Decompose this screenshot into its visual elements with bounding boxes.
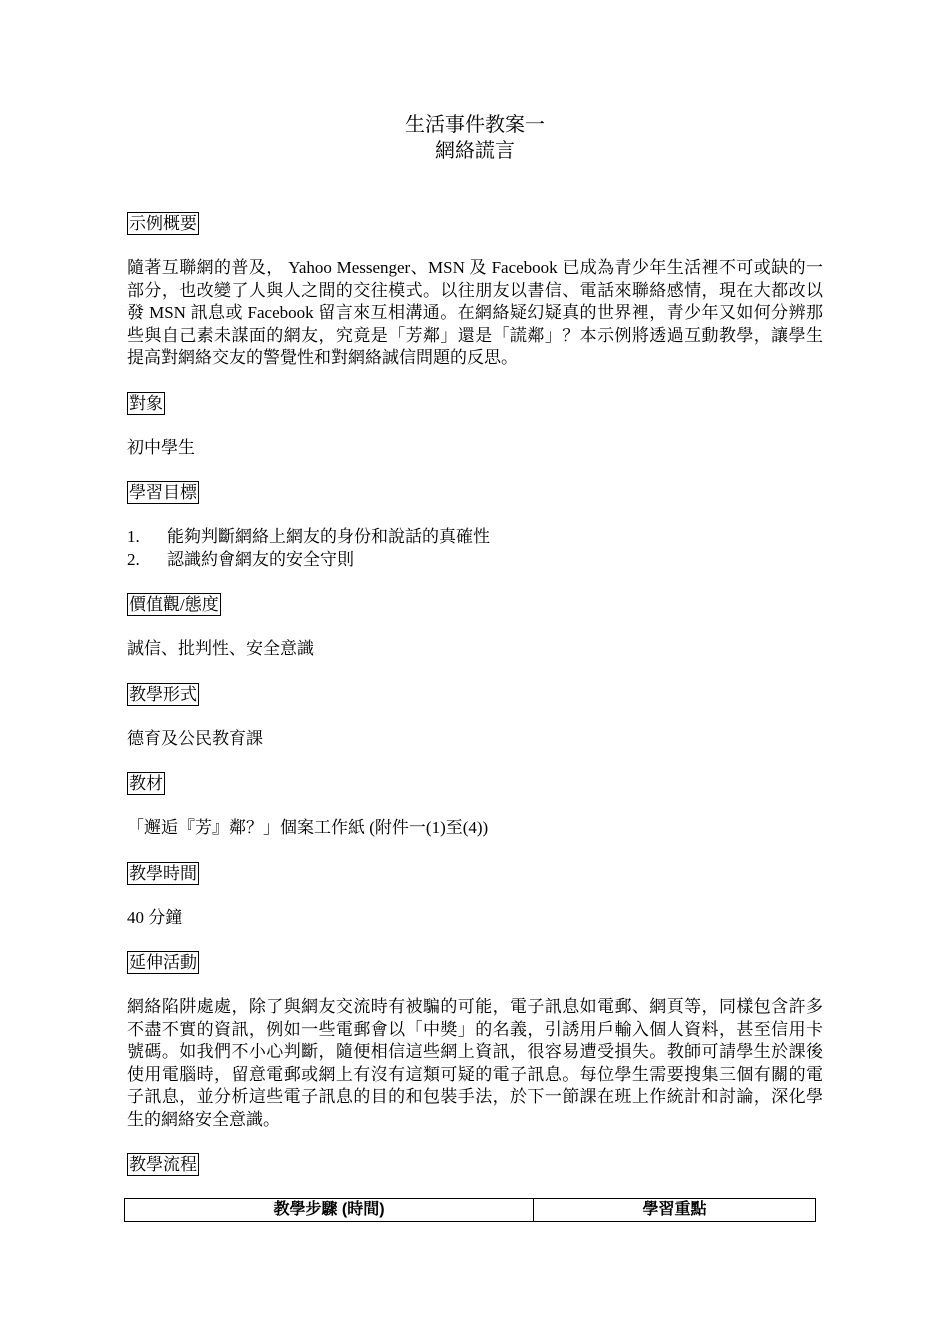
section-values-heading-wrap <box>127 593 823 616</box>
title-block <box>127 112 823 164</box>
section-heading-extension: 延伸活動 <box>129 953 197 972</box>
column-header-steps: 教學步驟 (時間) <box>125 1199 534 1222</box>
overview-text: 隨著互聯網的普及， Yahoo Messenger、MSN 及 Facebook 已成為青少年生活裡不可或缺的一部分，也改變了人與人之間的交往模式。以往朋友以書信、電話來聯絡感情，現在大都改以發 MSN 訊息或 Facebook 留言來互相溝通。在網絡疑幻疑真的世界裡，青少年又如何分辨那些與自己素未謀面的網友，究竟是「芳鄰」還是「謊鄰」？本示例將透過互動教學，讓學生提高對網絡交友的警覺性和對網絡誠信問題的反思。 <box>127 258 823 367</box>
section-heading-audience: 對象 <box>129 393 163 413</box>
document-subtitle: 網絡謊言 <box>435 140 515 162</box>
document-page <box>127 112 823 1222</box>
section-time-heading-wrap <box>127 862 823 885</box>
section-heading-overview: 示例概要 <box>129 214 197 233</box>
section-heading-time: 教學時間 <box>129 863 197 883</box>
column-header-focus: 學習重點 <box>534 1199 816 1222</box>
time-text: 40 分鐘 <box>127 907 183 927</box>
audience-text: 初中學生 <box>127 437 195 457</box>
section-heading-values: 價值觀/態度 <box>129 595 219 614</box>
section-heading-materials: 教材 <box>129 774 163 793</box>
section-heading-flow: 教學流程 <box>129 1155 197 1174</box>
table-header-row <box>125 1199 816 1222</box>
section-materials-heading-wrap <box>127 772 823 795</box>
section-audience-heading-wrap <box>127 392 823 415</box>
list-item-number: 1. <box>127 527 140 546</box>
list-item-number: 2. <box>127 549 140 569</box>
extension-text: 網絡陷阱處處，除了與網友交流時有被騙的可能，電子訊息如電郵、網頁等，同樣包含許多不盡不實的資訊，例如一些電郵會以「中獎」的名義，引誘用戶輸入個人資料，甚至信用卡號碼。如我們不小心判斷，隨便相信這些網上資訊，很容易遭受損失。教師可請學生於課後使用電腦時，留意電郵或網上有沒有這類可疑的電子訊息。每位學生需要搜集三個有關的電子訊息，並分析這些電子訊息的目的和包裝手法，於下一節課在班上作統計和討論，深化學生的網絡安全意識。 <box>127 997 823 1129</box>
teaching-flow-table <box>124 1198 816 1222</box>
values-text: 誠信、批判性、安全意識 <box>127 639 314 658</box>
section-flow-heading-wrap <box>127 1153 823 1176</box>
section-objectives-heading-wrap <box>127 481 823 504</box>
section-heading-objectives: 學習目標 <box>129 483 197 502</box>
objectives-list <box>127 526 823 571</box>
list-item-text: 認識約會網友的安全守則 <box>167 549 354 569</box>
section-heading-format: 教學形式 <box>129 684 197 704</box>
materials-text: 「邂逅『芳』鄰？」個案工作紙 (附件一(1)至(4)) <box>127 818 489 837</box>
section-overview-heading-wrap <box>127 212 823 235</box>
document-title: 生活事件教案一 <box>405 114 545 136</box>
list-item-text: 能夠判斷網絡上網友的身份和說話的真確性 <box>167 527 490 546</box>
list-item <box>127 549 823 572</box>
section-format-heading-wrap <box>127 683 823 706</box>
list-item <box>127 526 823 549</box>
section-extension-heading-wrap <box>127 951 823 974</box>
format-text: 德育及公民教育課 <box>127 728 263 748</box>
